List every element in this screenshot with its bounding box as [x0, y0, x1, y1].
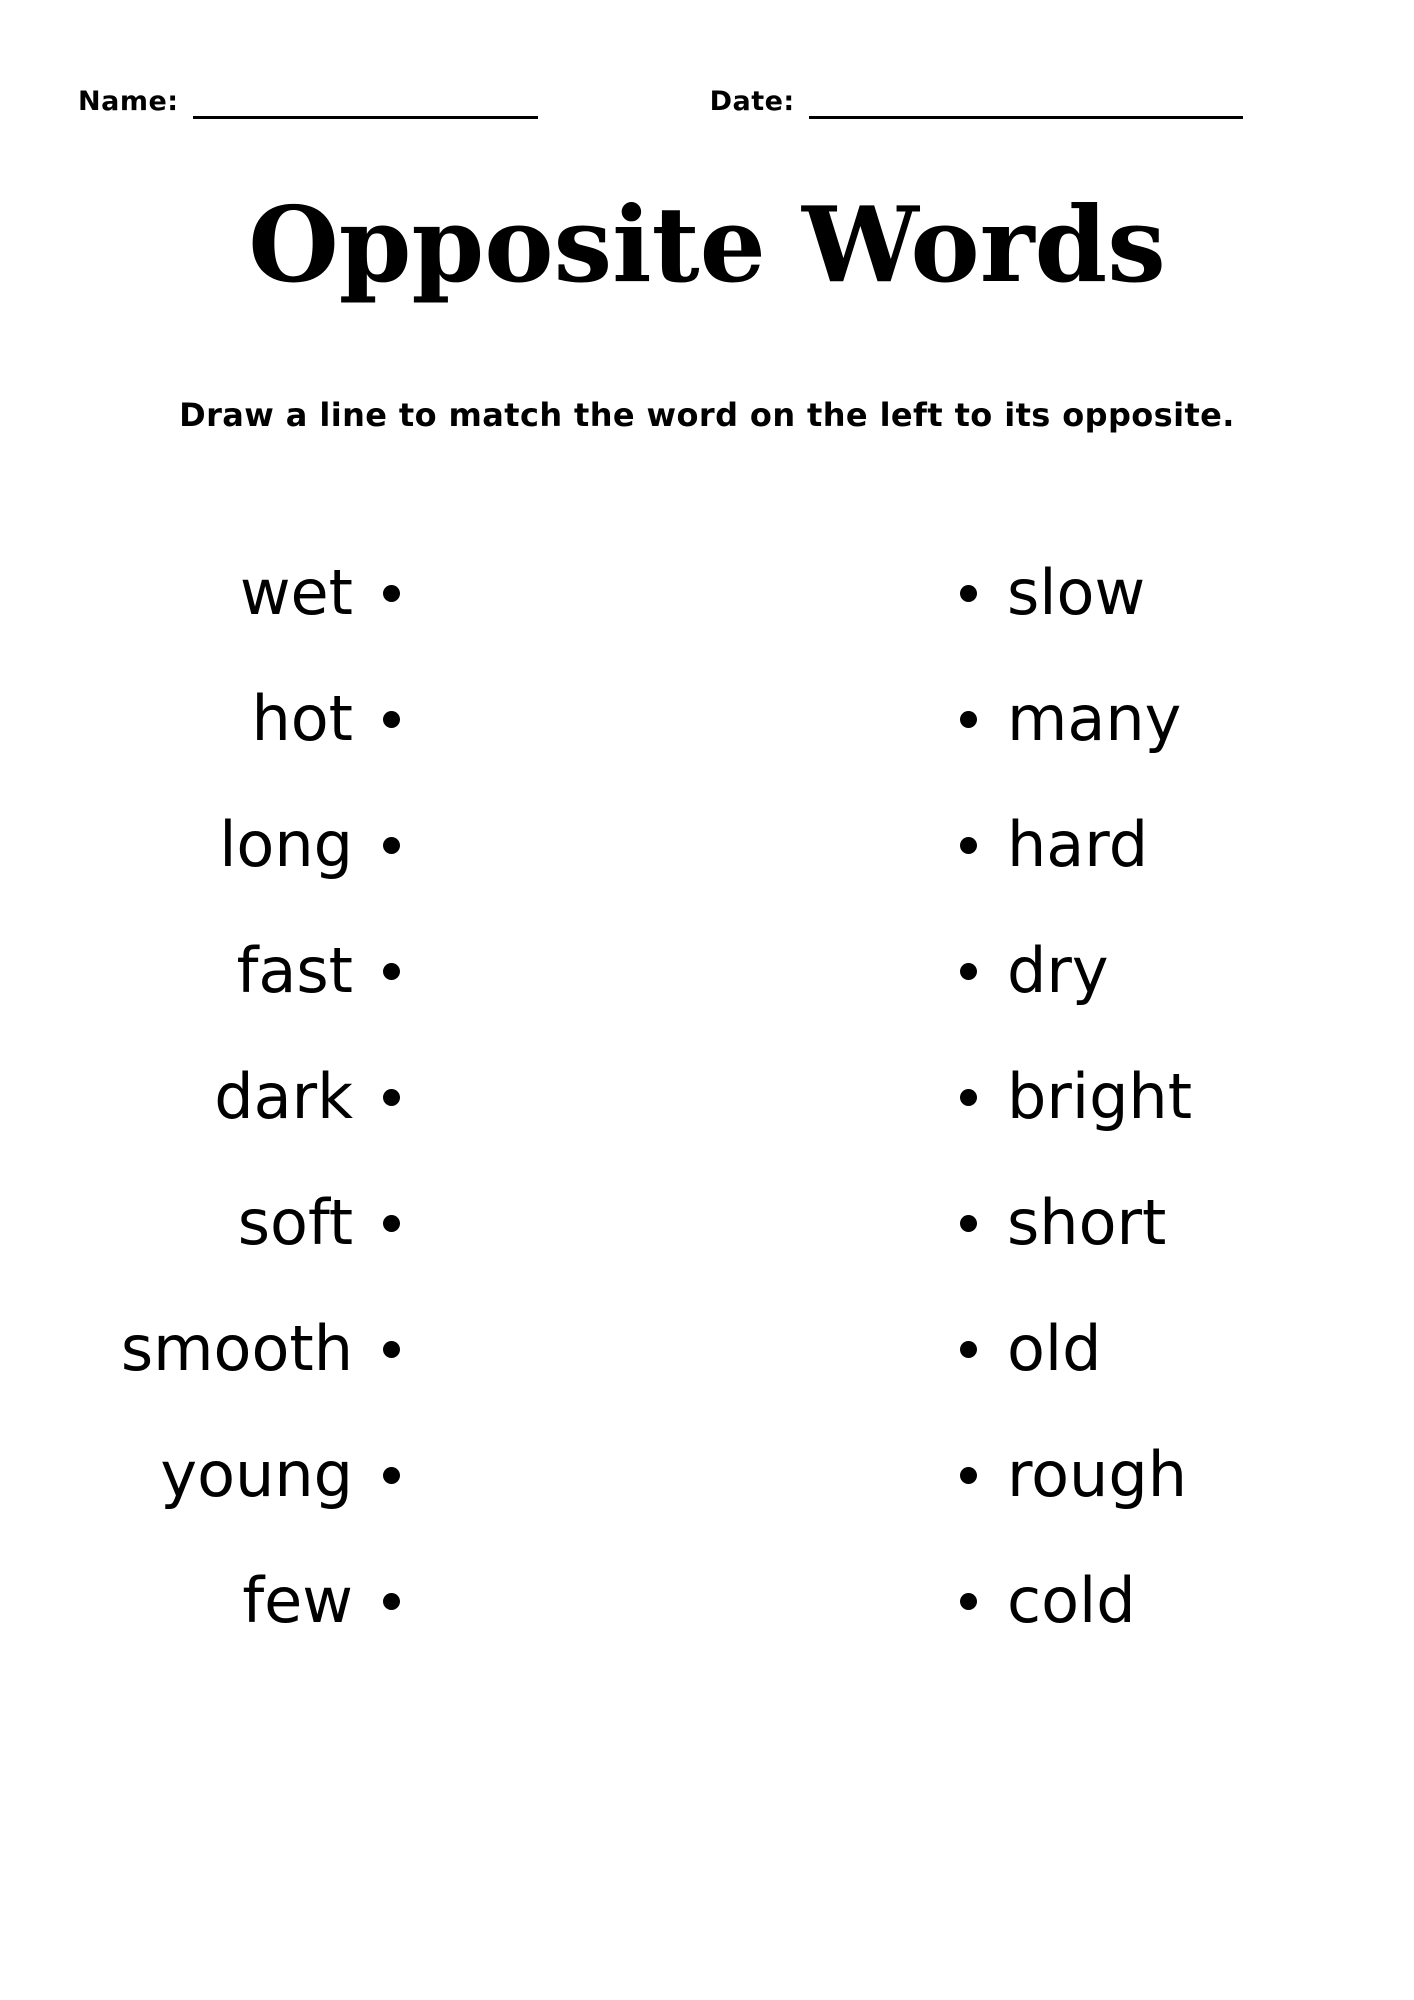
right-connector-dot[interactable]	[960, 1341, 977, 1358]
name-input-line[interactable]	[193, 115, 538, 119]
match-row	[0, 1034, 1414, 1160]
right-item	[960, 556, 1146, 629]
date-input-line[interactable]	[809, 115, 1243, 119]
left-connector-dot[interactable]	[383, 963, 400, 980]
left-item	[0, 1060, 400, 1133]
match-row	[0, 1538, 1414, 1664]
left-connector-dot[interactable]	[383, 1089, 400, 1106]
right-word: short	[1007, 1186, 1167, 1259]
right-word: old	[1007, 1312, 1102, 1385]
left-word: young	[160, 1438, 353, 1511]
left-item	[0, 808, 400, 881]
right-item	[960, 808, 1149, 881]
match-row	[0, 530, 1414, 656]
instruction-text: Draw a line to match the word on the left to its opposite.	[179, 396, 1235, 434]
right-item	[960, 1438, 1188, 1511]
left-item	[0, 1186, 400, 1259]
matching-exercise	[0, 530, 1414, 1664]
right-connector-dot[interactable]	[960, 1467, 977, 1484]
left-word: long	[219, 808, 353, 881]
match-row	[0, 1412, 1414, 1538]
left-word: dark	[214, 1060, 353, 1133]
left-item	[0, 1312, 400, 1385]
right-word: many	[1007, 682, 1182, 755]
right-connector-dot[interactable]	[960, 711, 977, 728]
left-connector-dot[interactable]	[383, 1593, 400, 1610]
left-item	[0, 1438, 400, 1511]
name-label: Name:	[78, 86, 179, 117]
left-word: fast	[236, 934, 353, 1007]
header-fields	[0, 88, 1414, 119]
date-label: Date:	[709, 86, 795, 117]
right-word: slow	[1007, 556, 1146, 629]
match-row	[0, 656, 1414, 782]
left-connector-dot[interactable]	[383, 711, 400, 728]
left-connector-dot[interactable]	[383, 1341, 400, 1358]
right-connector-dot[interactable]	[960, 1215, 977, 1232]
date-field[interactable]	[710, 88, 1243, 119]
left-item	[0, 1564, 400, 1637]
name-field[interactable]	[78, 88, 538, 119]
match-row	[0, 1160, 1414, 1286]
right-connector-dot[interactable]	[960, 837, 977, 854]
right-word: rough	[1007, 1438, 1188, 1511]
match-row	[0, 782, 1414, 908]
left-connector-dot[interactable]	[383, 1215, 400, 1232]
right-connector-dot[interactable]	[960, 1593, 977, 1610]
left-word: wet	[239, 556, 353, 629]
match-row	[0, 908, 1414, 1034]
right-item	[960, 1186, 1167, 1259]
left-connector-dot[interactable]	[383, 837, 400, 854]
right-word: dry	[1007, 934, 1109, 1007]
page-title: Opposite Words	[248, 183, 1166, 306]
left-item	[0, 556, 400, 629]
left-word: hot	[251, 682, 353, 755]
right-connector-dot[interactable]	[960, 963, 977, 980]
right-item	[960, 1312, 1102, 1385]
match-row	[0, 1286, 1414, 1412]
right-word: cold	[1007, 1564, 1136, 1637]
right-connector-dot[interactable]	[960, 585, 977, 602]
left-connector-dot[interactable]	[383, 585, 400, 602]
left-word: soft	[237, 1186, 353, 1259]
left-word: smooth	[120, 1312, 353, 1385]
left-word: few	[242, 1564, 353, 1637]
right-word: bright	[1007, 1060, 1193, 1133]
right-connector-dot[interactable]	[960, 1089, 977, 1106]
left-connector-dot[interactable]	[383, 1467, 400, 1484]
left-item	[0, 682, 400, 755]
right-word: hard	[1007, 808, 1149, 881]
right-item	[960, 1060, 1193, 1133]
right-item	[960, 934, 1109, 1007]
right-item	[960, 1564, 1136, 1637]
right-item	[960, 682, 1182, 755]
left-item	[0, 934, 400, 1007]
